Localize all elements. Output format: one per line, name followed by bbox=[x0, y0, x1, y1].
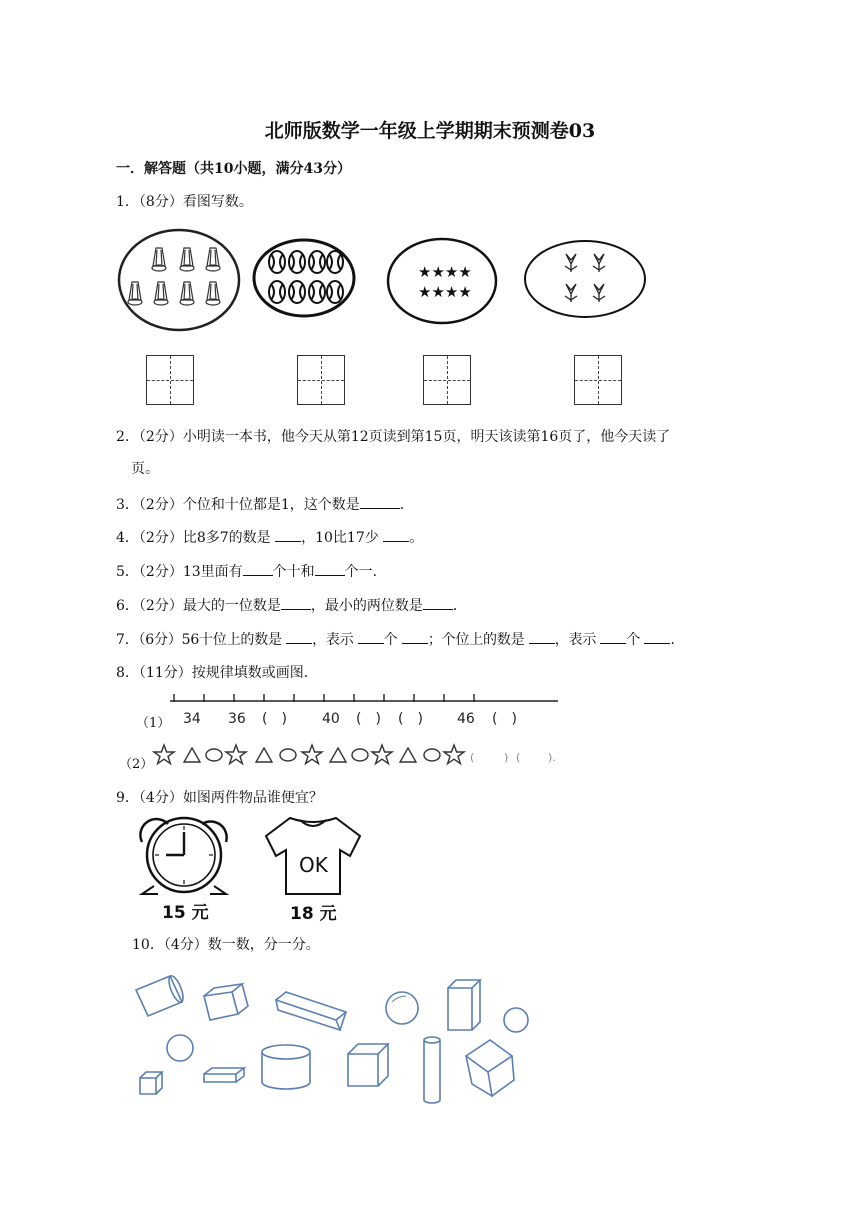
shuttlecock-oval bbox=[119, 230, 239, 330]
question-5 bbox=[116, 561, 387, 583]
question-6-mid: ，最小的两位数是 bbox=[310, 598, 423, 614]
question-1: 1．（8分）看图写数。 bbox=[116, 194, 253, 210]
sphere-icon bbox=[167, 1035, 193, 1061]
svg-text:★★★★: ★★★★ bbox=[418, 283, 472, 301]
star-icon bbox=[444, 745, 464, 764]
question-2-line2: 页。 bbox=[131, 461, 159, 477]
answer-blank[interactable] bbox=[402, 629, 428, 644]
cube-icon bbox=[466, 1040, 514, 1096]
nl-46: 46 bbox=[457, 711, 475, 727]
question-3-text: 3．（2分）个位和十位都是1，这个数是 bbox=[116, 497, 360, 513]
nl-blank[interactable]: ( ) bbox=[356, 711, 381, 727]
svg-text:(: ( bbox=[516, 751, 521, 764]
cuboid-icon bbox=[204, 1068, 244, 1082]
alarm-clock-icon bbox=[140, 818, 226, 894]
question-4-text: 4．（2分）比8多7的数是 bbox=[116, 530, 271, 546]
question-3 bbox=[116, 494, 414, 516]
nl-36: 36 bbox=[228, 711, 246, 727]
question-7-p6: 个 bbox=[626, 632, 641, 648]
question-4 bbox=[116, 527, 423, 549]
circle-icon bbox=[424, 749, 440, 761]
clock-price: 15 元 bbox=[162, 903, 209, 923]
nl-blank[interactable]: ( ) bbox=[398, 711, 423, 727]
star-icon bbox=[226, 745, 246, 764]
svg-text:★★★★: ★★★★ bbox=[418, 263, 472, 281]
cuboid-icon bbox=[448, 980, 480, 1030]
question-6-text: 6．（2分）最大的一位数是 bbox=[116, 598, 281, 614]
question-10: 10．（4分）数一数，分一分。 bbox=[132, 937, 320, 953]
question-4-mid: ，10比17少 bbox=[301, 530, 379, 546]
section-heading: 一．解答题（共10小题，满分43分） bbox=[116, 161, 351, 177]
svg-text:).: ). bbox=[548, 751, 556, 764]
nl-40: 40 bbox=[322, 711, 340, 727]
number-line bbox=[166, 690, 566, 730]
svg-text:): ) bbox=[504, 751, 509, 764]
cylinder-icon bbox=[136, 974, 186, 1016]
cylinder-icon bbox=[262, 1045, 310, 1089]
tshirt-text: OK bbox=[299, 853, 328, 877]
cuboid-icon bbox=[204, 984, 248, 1020]
triangle-icon bbox=[330, 748, 346, 762]
cube-icon bbox=[348, 1044, 388, 1086]
circle-icon bbox=[352, 749, 368, 761]
answer-blank[interactable] bbox=[275, 527, 301, 542]
star-oval bbox=[388, 239, 496, 323]
nl-blank[interactable]: ( ) bbox=[262, 711, 287, 727]
sphere-icon bbox=[504, 1008, 528, 1032]
question-6 bbox=[116, 595, 467, 617]
question-7 bbox=[116, 629, 684, 651]
ball-oval bbox=[254, 240, 354, 316]
answer-blank[interactable] bbox=[383, 527, 409, 542]
sub-label-1: （1） bbox=[136, 716, 171, 731]
page-title: 北师版数学一年级上学期期末预测卷03 bbox=[264, 120, 596, 142]
question-7-end: ． bbox=[670, 632, 685, 648]
triangle-icon bbox=[400, 748, 416, 762]
answer-blank[interactable] bbox=[423, 595, 453, 610]
question-3-end: ． bbox=[399, 497, 414, 513]
answer-blank[interactable] bbox=[315, 561, 345, 576]
question-2 bbox=[116, 426, 670, 448]
answer-blank[interactable] bbox=[286, 629, 312, 644]
flower-oval bbox=[525, 241, 645, 317]
question-2-line1: 2．（2分）小明读一本书，他今天从第12页读到第15页，明天该读第16页了，他今天读了 bbox=[116, 429, 671, 445]
star-icon bbox=[372, 745, 392, 764]
answer-blank[interactable] bbox=[243, 561, 273, 576]
answer-blank[interactable] bbox=[281, 595, 311, 610]
question-5-text: 5．（2分）13里面有 bbox=[116, 564, 243, 580]
circle-icon bbox=[280, 749, 296, 761]
answer-blank[interactable] bbox=[600, 629, 626, 644]
question-5-mid: 个十和 bbox=[272, 564, 315, 580]
price-pictures bbox=[128, 812, 368, 927]
answer-grid-3[interactable] bbox=[423, 355, 471, 405]
answer-grid-1[interactable] bbox=[146, 355, 194, 405]
nl-blank[interactable]: ( ) bbox=[492, 711, 517, 727]
solid-shapes bbox=[126, 972, 546, 1112]
tshirt-price: 18 元 bbox=[290, 904, 337, 924]
question-7-p5: ，表示 bbox=[554, 632, 597, 648]
triangle-icon bbox=[184, 748, 200, 762]
answer-blank[interactable] bbox=[644, 629, 670, 644]
cylinder-icon bbox=[424, 1037, 440, 1103]
svg-text:(: ( bbox=[470, 751, 475, 764]
question-6-end: ． bbox=[452, 598, 467, 614]
triangle-icon bbox=[256, 748, 272, 762]
sphere-icon bbox=[386, 992, 418, 1024]
circle-icon bbox=[206, 749, 222, 761]
star-icon bbox=[302, 745, 322, 764]
sub-label-2: （2） bbox=[119, 757, 154, 772]
question-7-p2: ，表示 bbox=[312, 632, 354, 648]
prism-icon bbox=[276, 992, 346, 1030]
shape-pattern bbox=[152, 742, 572, 772]
star-icon bbox=[154, 745, 174, 764]
answer-blank[interactable] bbox=[529, 629, 555, 644]
answer-blank[interactable] bbox=[358, 629, 384, 644]
question-7-p3: 个 bbox=[383, 632, 398, 648]
question-8: 8．（11分）按规律填数或画图． bbox=[116, 665, 318, 681]
question-7-text: 7．（6分）56十位上的数是 bbox=[116, 632, 282, 648]
cube-icon bbox=[140, 1072, 162, 1094]
answer-grid-2[interactable] bbox=[297, 355, 345, 405]
question-9: 9．（4分）如图两件物品谁便宜？ bbox=[116, 790, 323, 806]
question-5-end: 个一． bbox=[344, 564, 387, 580]
counting-pictures bbox=[115, 228, 655, 338]
answer-blank[interactable] bbox=[360, 494, 400, 509]
question-7-p4: ；个位上的数是 bbox=[427, 632, 525, 648]
question-4-end: 。 bbox=[409, 530, 424, 546]
nl-34: 34 bbox=[183, 711, 201, 727]
answer-grid-4[interactable] bbox=[574, 355, 622, 405]
